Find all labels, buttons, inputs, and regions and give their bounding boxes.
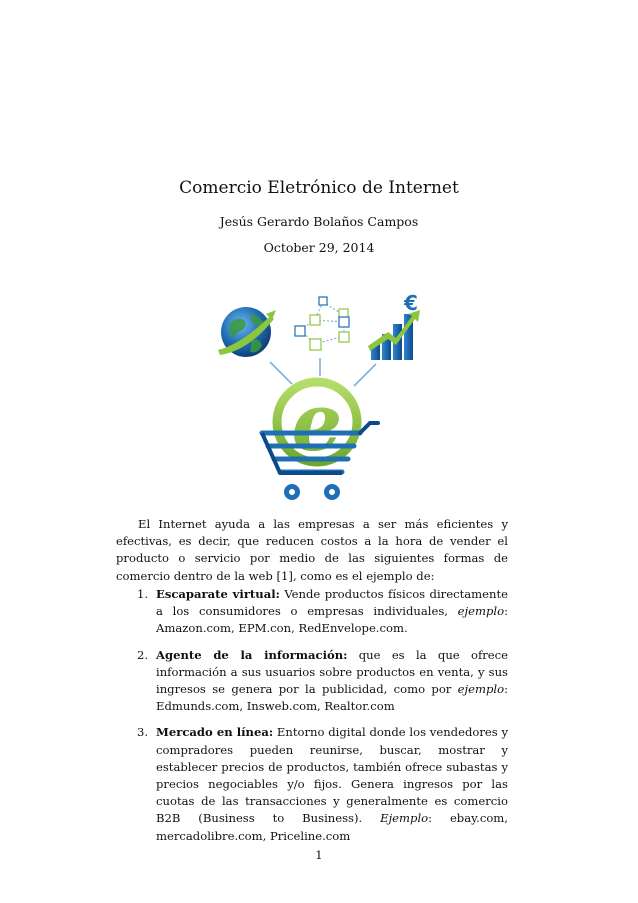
shopping-cart-e-icon <box>262 375 378 500</box>
commerce-types-list <box>116 586 508 854</box>
list-item-examples: : Edmunds.com, Insweb.com, Realtor.com <box>156 682 508 714</box>
list-item-emphasis: ejemplo <box>457 682 505 697</box>
list-item-term: Escaparate virtual: <box>156 587 280 601</box>
intro-paragraph <box>116 516 508 585</box>
list-item-term: Mercado en línea: <box>156 725 274 740</box>
cart-wheel-right <box>324 484 340 500</box>
cart-letter: e <box>291 375 343 469</box>
cart-wheel-left <box>284 484 300 500</box>
list-item <box>116 647 508 716</box>
growth-chart-euro-icon <box>368 291 420 360</box>
document-title: Comercio Eletrónico de Internet <box>179 178 459 198</box>
euro-symbol: € <box>404 291 418 315</box>
list-item-text: Entorno digital donde los vendedores y compradores pueden reunirse, buscar, mostrar y establecer precios de productos, también ofrece subastas y precios negociables y/o fijos. Genera ingresos por las cuotas de las transacciones y generalmente es comercio B2B (Business to Business). <box>156 725 509 826</box>
list-item-emphasis: Ejemplo <box>380 811 429 826</box>
list-item-examples: : ebay.com, mercadolibre.com, Priceline.com <box>156 811 508 843</box>
globe-icon <box>218 307 276 357</box>
intro-text: El Internet ayuda a las empresas a ser más eficientes y efectivas, es decir, que reducen costos a la hora de vender el producto o servicio por medio de las siguientes formas de comercio dentro de la web [1], como es el ejemplo de: <box>116 517 508 583</box>
list-item-emphasis: ejemplo <box>457 604 505 619</box>
list-item-number: 3. <box>137 725 149 740</box>
list-item-text: que es la que ofrece información a sus usuarios sobre productos en venta, y sus ingresos se genera por la publicidad, como por <box>156 647 509 697</box>
list-item-examples: : Amazon.com, EPM.con, RedEnvelope.com. <box>156 604 508 636</box>
document-date: October 29, 2014 <box>263 240 375 255</box>
list-item-term: Agente de la información: <box>156 647 348 662</box>
page-number: 1 <box>315 848 323 862</box>
network-cubes-icon <box>295 297 349 350</box>
ecommerce-illustration <box>216 288 426 506</box>
ecommerce-illustration-svg <box>216 288 426 506</box>
list-item <box>116 586 508 638</box>
list-item-text: Vende productos físicos directamente a los consumidores o empresas individuales, <box>156 587 508 619</box>
list-item-number: 2. <box>137 647 149 662</box>
list-item-number: 1. <box>137 587 149 601</box>
document-author: Jesús Gerardo Bolaños Campos <box>219 214 419 229</box>
list-item <box>116 724 508 844</box>
